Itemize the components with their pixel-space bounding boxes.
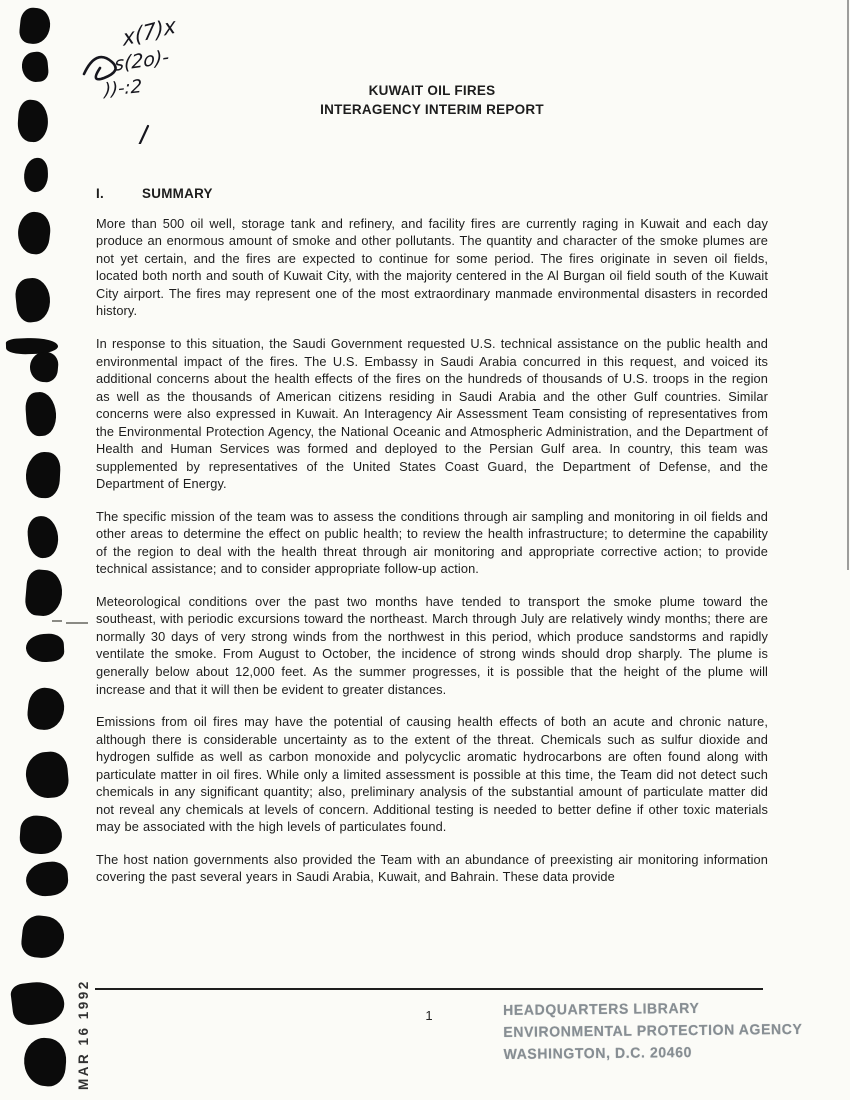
footer-divider-line [95,988,763,990]
binding-mark [26,515,60,560]
title-line-2: INTERAGENCY INTERIM REPORT [320,101,544,117]
title-line-1: KUWAIT OIL FIRES [368,83,496,98]
date-received-stamp: MAR 16 1992 [76,979,91,1090]
binding-mark [24,569,64,618]
paragraph: The host nation governments also provided the Team with an abundance of preexisting air monitoring information covering the past several years in Saudi Arabia, Kuwait, and Bahrain. These data provide [96,851,768,885]
binding-mark [14,276,52,323]
binding-mark [18,7,52,46]
page-number: 1 [425,1008,433,1023]
binding-mark [16,210,53,256]
paragraph: More than 500 oil well, storage tank and refinery, and facility fires are currently raging in Kuwait and each day produce an enormous amount of smoke and other pollutants. The quantity and character of the smoke plumes are not yet certain, and the fires are expected to continue for some period. The fires originate in seven oil fields, located both north and south of Kuwait City, with the majority centered in the Al Burgan oil field south of the Kuwait City airport. The fires may represent one of the most extraordinary manmade environmental disasters in recorded history. [96,215,768,319]
section-heading [96,186,768,201]
binding-mark [10,979,67,1027]
stamp-line-1: HEADQUARTERS LIBRARY [503,1000,700,1019]
paragraph: The specific mission of the team was to assess the conditions through air sampling and monitoring in oil fields and other areas to determine the effect on public health; to review the health infrastructure; to determine the capability of the region to deal with the health threat through air monitoring and appropriate corrective action; to provide technical assistance; and to consider appropriate follow-up action. [96,508,768,577]
binding-mark [20,914,66,960]
section-number: I. [96,185,105,201]
paragraph: In response to this situation, the Saudi Government requested U.S. technical assistance on the public health and environmental impact of the fires. The U.S. Embassy in Saudi Arabia concurred in this request, and voiced its additional concerns about the health effects of the fires on the hundreds of thousands of U.S. troops in the region as well as the thousands of American citizens residing in Saudi Arabia and the other Gulf countries. Similar concerns were also expressed in Kuwait. An Interagency Air Assessment Team consisting of representatives from the Environmental Protection Agency, the National Oceanic and Atmospheric Administration, and the Department of Health and Human Services was formed and deployed to the Persian Gulf area. In country, this team was supplemented by representatives of the United States Coast Guard, the Department of Defense, and the Department of Energy. [96,335,768,492]
binding-mark [25,451,61,499]
document-body [96,82,768,901]
section-title: SUMMARY [142,185,213,201]
handwritten-note-line: ))-:2 [104,75,142,102]
binding-mark [26,686,66,732]
stamp-line-2: ENVIRONMENTAL PROTECTION AGENCY [503,1021,803,1041]
handwritten-note-line: s(2o)- [114,46,170,76]
document-title [96,82,768,120]
binding-mark [25,861,69,898]
binding-mark [29,351,60,383]
pencil-mark [52,620,62,622]
binding-mark [25,391,58,437]
paragraph: Emissions from oil fires may have the potential of causing health effects of both an acute and chronic nature, although there is considerable uncertainty as to the extent of the threat. Chemicals such as sulfur dioxide and hydrogen sulfide as well as carbon monoxide and polycyclic aromatic hydrocarbons are often found along with particulate matter in oil fires. While only a limited assessment is possible at this time, the Team did not detect such chemicals in any significant quantity; also, preliminary analysis of the substantial amount of particulate matter did not reveal any chemicals at levels of concern. Additional testing is needed to better define if other toxic materials may be associated with the high levels of particulates found. [96,714,768,835]
binding-mark [19,815,64,856]
binding-mark [24,750,70,799]
scan-edge-line [847,0,849,570]
binding-mark [17,99,50,143]
pencil-mark [66,622,88,624]
binding-mark [23,157,49,192]
binding-mark [22,1036,68,1087]
binding-mark [21,51,50,83]
paragraph: Meteorological conditions over the past two months have tended to transport the smoke plume toward the southeast, with periodic excursions toward the northeast. March through July are relatively windy months; there are normally 30 days of very strong winds from the northwest in this period, which produce sandstorms and rapidly ventilate the smoke. From August to October, the incidence of strong winds should drop sharply. The plume is generally below about 12,000 feet. As the summer progresses, it is possible that the height of the plume will increase and that it will then be evident to greater distances. [96,593,768,697]
stamp-line-3: WASHINGTON, D.C. 20460 [503,1045,693,1063]
handwritten-note-line: x(7)x [121,13,177,51]
library-stamp [503,997,803,1066]
binding-mark [25,633,64,663]
